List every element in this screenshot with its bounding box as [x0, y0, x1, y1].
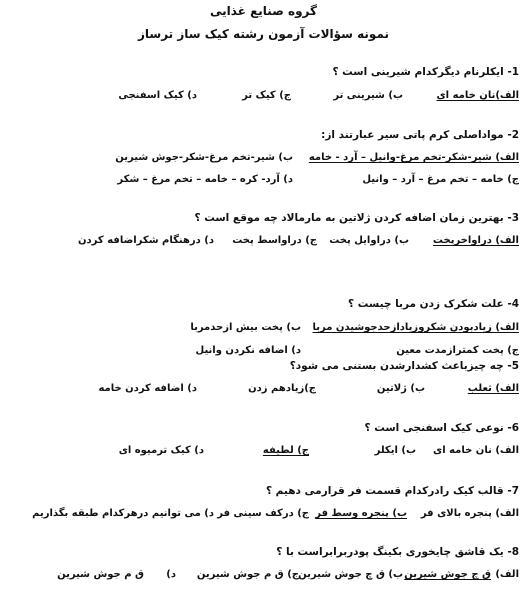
question-text: 2- مواداصلی کرم پاتی سیر عبارتند از:: [321, 129, 519, 141]
option-a: الف) زیادبودن شکروزیادازحدجوشیدن مربا: [312, 322, 519, 333]
option-b: ب) پخت بیش ازحدمربا: [190, 322, 301, 333]
option-c: ج)زیادهم زدن: [248, 383, 316, 394]
option-b: ب) پنجره وسط فر: [315, 508, 407, 519]
option-d: ق م جوش شیرین: [57, 569, 144, 580]
question-text: 5- چه چیزباعث کشدارشدن بستنی می شود؟: [289, 360, 519, 372]
question-text: 1- ایکلرنام دیگرکدام شیرینی است ؟: [332, 66, 519, 78]
option-c: ج) پخت کمترازمدت معین: [396, 345, 519, 356]
question-text: 3- بهترین زمان اضافه کردن ژلاتین به مارمالاد چه موقع است ؟: [194, 212, 519, 224]
option-d: د) می توانیم درهرکدام طبقه بگذاریم: [32, 508, 214, 519]
option-c: ج) کیک تر: [242, 90, 291, 101]
option-b: ب) شیر-تخم مرغ-شکر-جوش شیرین: [115, 152, 293, 163]
option-b: ب) ق چ جوش شیرین: [298, 569, 403, 580]
option-c: ج) لطیفه: [262, 445, 309, 456]
option-a: الف) شیر-شکر-تخم مرغ-وانیل – آرد - خامه: [308, 152, 519, 163]
option-d: د) کیک اسفنجی: [118, 90, 197, 101]
option-a: الف) نان خامه ای: [433, 445, 519, 456]
option-a-label: الف): [495, 569, 519, 580]
option-c: ج) خامه – تخم مرغ – آرد – وانیل: [362, 174, 519, 185]
question-text: 4- علت شکرک زدن مربا چیست ؟: [348, 298, 519, 310]
option-d: د) آرد- کره – خامه – تخم مرغ – شکر: [117, 174, 293, 185]
header-group-title: گروه صنایع غذایی: [210, 4, 317, 18]
option-a: الف) پنجره بالای فر: [420, 508, 519, 519]
option-b: ب) دراوایل پخت: [329, 235, 409, 246]
option-d: د) درهنگام شکراضافه کردن: [78, 235, 214, 246]
header-exam-title: نمونه سؤالات آزمون رشته کیک ساز ترساز: [137, 27, 390, 41]
option-a: الف) دراواخرپخت: [432, 235, 519, 246]
option-d: د) اضافه کردن خامه: [98, 383, 197, 394]
option-b: ب) ژلاتین: [376, 383, 425, 394]
option-a: الف)نان خامه ای: [436, 90, 519, 101]
question-text: 8- یک قاشق چایخوری بکینگ پودربرابراست با ؟: [276, 546, 519, 558]
option-b: ب) شیرینی تر: [333, 90, 403, 101]
option-c: ج) ق م جوش شیرین: [196, 569, 299, 580]
option-b: ب) ایکلر: [374, 445, 416, 456]
option-d: د) اضافه نکردن وانیل: [195, 345, 301, 356]
option-a: الف) ثعلب: [467, 383, 519, 394]
option-d-label: د): [166, 569, 176, 580]
option-a: ق چ جوش شیرین: [404, 569, 491, 580]
option-c: ج) درکف سینی فر: [217, 508, 309, 519]
option-d: د) کیک ترمیوه ای: [118, 445, 204, 456]
option-c: ج) دراواسط پخت: [232, 235, 317, 246]
question-text: 6- نوعی کیک اسفنجی است ؟: [364, 422, 519, 434]
question-text: 7- قالب کیک رادرکدام قسمت فر قرارمی دهیم ؟: [265, 485, 519, 497]
